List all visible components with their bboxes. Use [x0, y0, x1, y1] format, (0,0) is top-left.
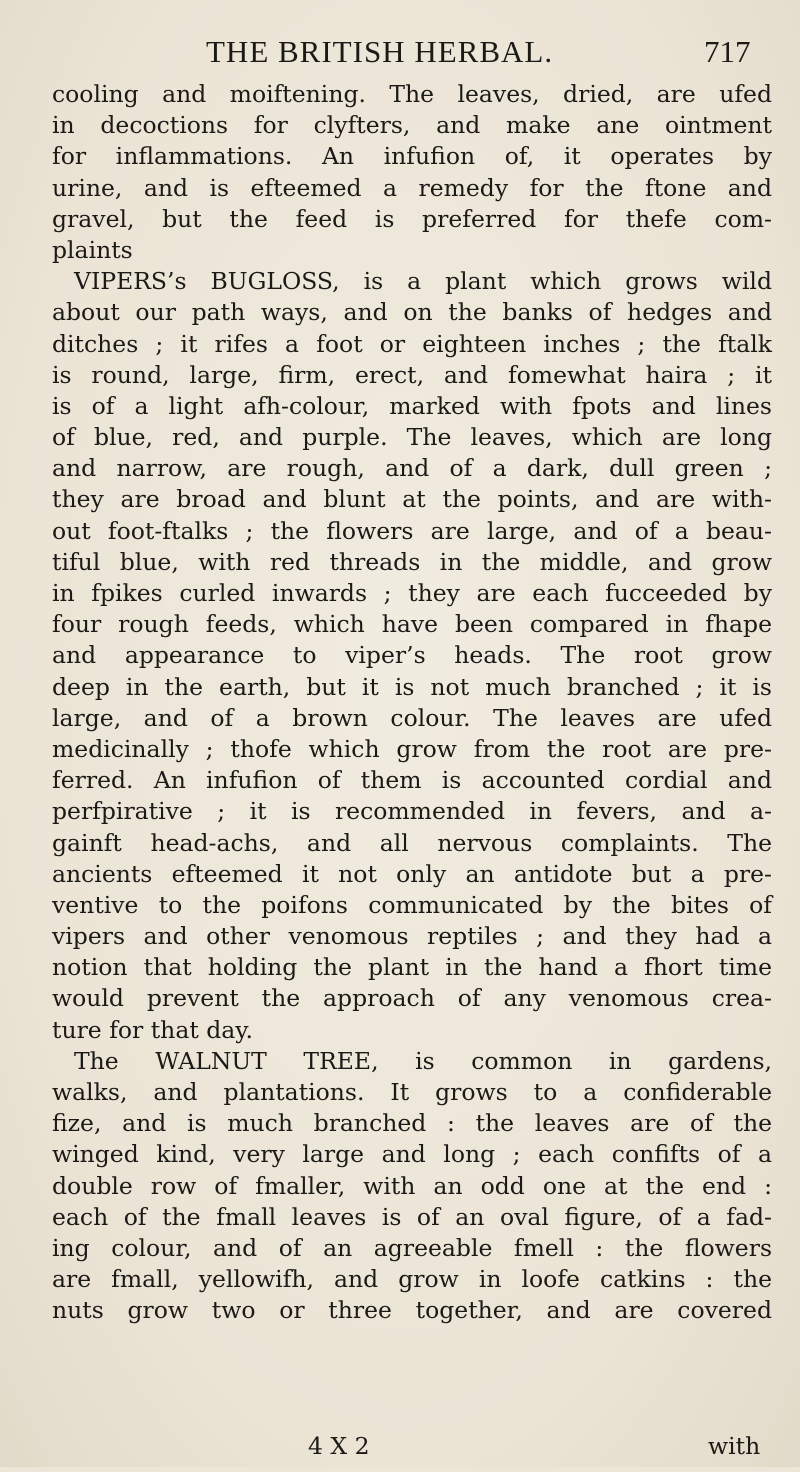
text-line: medicinally ; thofe which grow from the root are pre- [52, 734, 772, 763]
paragraph-start-walnut-tree: The WALNUT TREE, is common in gardens, [74, 1046, 772, 1075]
text-line: they are broad and blunt at the points, and are with- [52, 485, 772, 514]
text-line: in fpikes curled inwards ; they are each fucceeded by [52, 579, 772, 607]
text-line: in decoctions for clyfters, and make ane ointment [52, 111, 772, 140]
text-line: plaints [52, 235, 133, 264]
text-line: tiful blue, with red threads in the middle, and grow [52, 547, 772, 576]
text-line: and appearance to viper’s heads. The root grow [52, 641, 772, 670]
running-head [0, 34, 800, 74]
text-line: four rough feeds, which have been compared in fhape [52, 610, 772, 639]
text-line: and narrow, are rough, and of a dark, dull green ; [52, 454, 772, 483]
catchword: with [708, 1432, 761, 1460]
text-line: winged kind, very large and long ; each confifts of a [52, 1140, 772, 1169]
text-line: gravel, but the feed is preferred for thefe com- [52, 204, 772, 233]
text-line: gainft head-achs, and all nervous complaints. The [52, 828, 772, 857]
text-line: ture for that day. [52, 1015, 253, 1044]
text-line: out foot-ftalks ; the flowers are large, and of a beau- [52, 516, 772, 545]
text-line: of blue, red, and purple. The leaves, which are long [52, 423, 772, 452]
page-footer [0, 1432, 800, 1472]
text-line: about our path ways, and on the banks of hedges and [52, 298, 772, 327]
text-line: ferred. An infufion of them is accounted cordial and [52, 766, 772, 795]
text-line: is of a light afh-colour, marked with fpots and lines [52, 391, 772, 420]
text-line: would prevent the approach of any venomous crea- [52, 984, 772, 1013]
text-line: vipers and other venomous reptiles ; and they had a [52, 922, 772, 951]
text-line: perfpirative ; it is recommended in fevers, and a- [52, 797, 772, 826]
text-line: ditches ; it rifes a foot or eighteen inches ; the ftalk [52, 329, 772, 358]
text-line: ancients efteemed it not only an antidote but a pre- [52, 859, 772, 888]
body-text [52, 79, 772, 1327]
text-line: is round, large, firm, erect, and fomewhat haira ; it [52, 360, 772, 389]
text-line: for inflammations. An infufion of, it operates by [52, 142, 772, 171]
text-line: fize, and is much branched : the leaves are of the [52, 1109, 772, 1138]
text-line: walks, and plantations. It grows to a confiderable [52, 1078, 772, 1106]
paragraph-start-vipers-bugloss: VIPERS’s BUGLOSS, is a plant which grows wild [74, 267, 772, 296]
text-line: each of the fmall leaves is of an oval figure, of a fad- [52, 1202, 772, 1231]
text-line: urine, and is efteemed a remedy for the ftone and [52, 173, 772, 202]
text-line: large, and of a brown colour. The leaves are ufed [52, 703, 772, 732]
text-line: deep in the earth, but it is not much branched ; it is [52, 672, 772, 701]
text-line: notion that holding the plant in the hand a fhort time [52, 953, 772, 982]
text-line: ing colour, and of an agreeable fmell : the flowers [52, 1233, 772, 1262]
text-line: nuts grow two or three together, and are covered [52, 1296, 772, 1325]
page-number: 717 [704, 34, 751, 69]
text-line: ventive to the poifons communicated by the bites of [52, 890, 772, 919]
signature-mark: 4 X 2 [308, 1432, 370, 1460]
text-line: double row of fmaller, with an odd one at the end : [52, 1171, 772, 1200]
text-line: cooling and moiftening. The leaves, dried, are ufed [52, 80, 772, 108]
text-line: are fmall, yellowifh, and grow in loofe catkins : the [52, 1265, 772, 1294]
running-title: THE BRITISH HERBAL. [206, 34, 554, 69]
